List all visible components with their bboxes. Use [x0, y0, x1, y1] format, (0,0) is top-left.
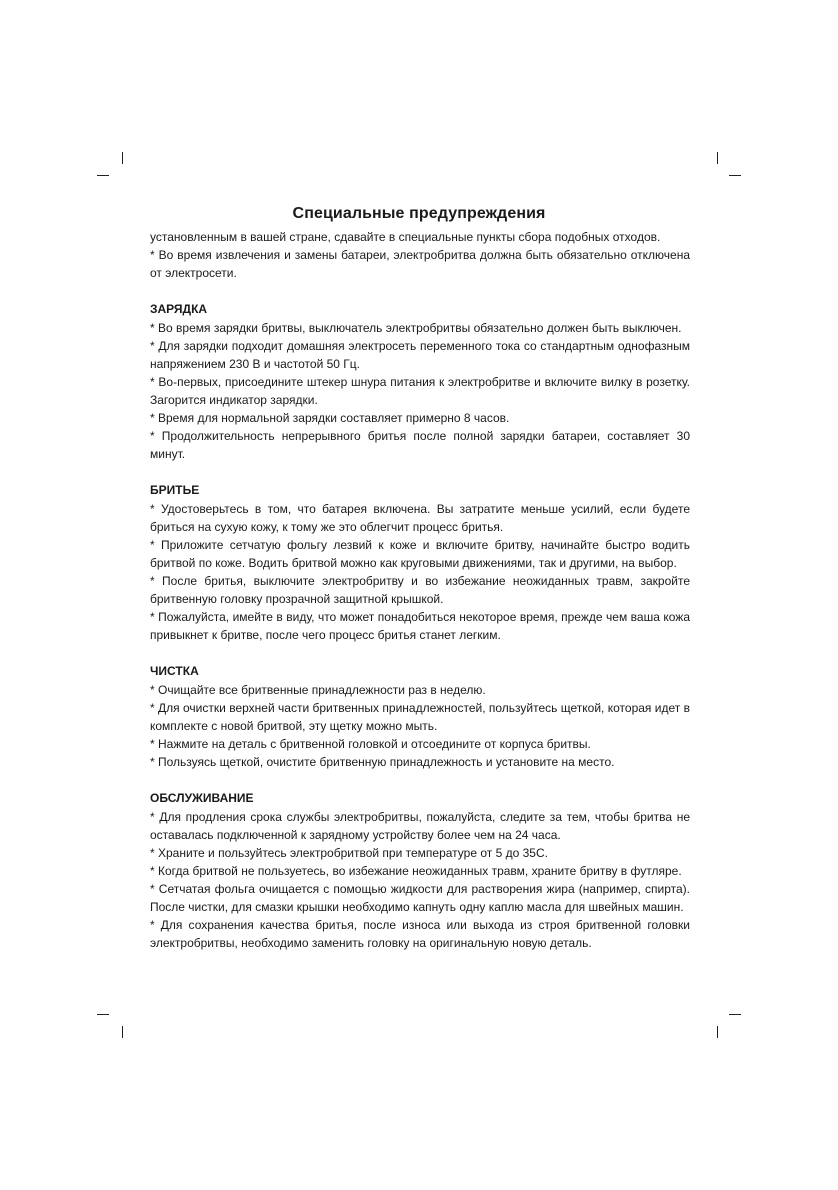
document-body — [150, 228, 690, 952]
section-line: * Очищайте все бритвенные принадлежности раз в неделю. — [150, 683, 486, 697]
section-line: * Для очистки верхней части бритвенных принадлежностей, пользуйтесь щеткой, которая идет в комплекте с новой бритвой, эту щетку можно мыть. — [150, 701, 690, 733]
crop-mark-top-left-horizontal — [97, 175, 109, 176]
section-line: * Пожалуйста, имейте в виду, что может понадобиться некоторое время, прежде чем ваша кожа привыкнет к бритве, после чего процесс бритья станет легким. — [150, 610, 690, 642]
crop-mark-bottom-left-horizontal — [97, 1014, 109, 1015]
section-line: * Удостоверьтесь в том, что батарея включена. Вы затратите меньше усилий, если будете бриться на сухую кожу, к тому же это облегчит процесс бритья. — [150, 502, 690, 534]
section-line: * Продолжительность непрерывного бритья после полной зарядки батареи, составляет 30 минут. — [150, 429, 690, 461]
section-line: * Храните и пользуйтесь электробритвой при температуре от 5 до 35С. — [150, 846, 548, 860]
crop-mark-bottom-left-vertical — [122, 1026, 123, 1038]
section-line: * Сетчатая фольга очищается с помощью жидкости для растворения жира (например, спирта). После чистки, для смазки крышки необходимо капнуть одну каплю масла для швейных машин. — [150, 882, 690, 914]
section-line: * Когда бритвой не пользуетесь, во избежание неожиданных травм, храните бритву в футляре. — [150, 864, 682, 878]
section-heading: БРИТЬЕ — [150, 483, 200, 497]
section-line: * Для зарядки подходит домашняя электросеть переменного тока со стандартным однофазным напряжением 230 В и частотой 50 Гц. — [150, 339, 690, 371]
section-cleaning — [150, 662, 690, 771]
section-shaving — [150, 481, 690, 644]
crop-mark-bottom-right-vertical — [717, 1026, 718, 1038]
section-line: * Для сохранения качества бритья, после износа или выхода из строя бритвенной головки электробритвы, необходимо заменить головку на оригинальную новую деталь. — [150, 918, 690, 950]
section-heading: ОБСЛУЖИВАНИЕ — [150, 791, 254, 805]
section-charging — [150, 300, 690, 463]
section-line: * Нажмите на деталь с бритвенной головкой и отсоедините от корпуса бритвы. — [150, 737, 591, 751]
section-heading: ЗАРЯДКА — [150, 302, 208, 316]
section-line: * Во-первых, присоедините штекер шнура питания к электробритве и включите вилку в розетку. Загорится индикатор зарядки. — [150, 375, 690, 407]
section-line: * Во время зарядки бритвы, выключатель электробритвы обязательно должен быть выключен. — [150, 321, 682, 335]
crop-mark-bottom-right-horizontal — [729, 1014, 741, 1015]
section-line: * Для продления срока службы электробритвы, пожалуйста, следите за тем, чтобы бритва не оставалась подключенной к зарядному устройству более чем на 24 часа. — [150, 810, 690, 842]
crop-mark-top-left-vertical — [122, 152, 123, 164]
section-line: * Приложите сетчатую фольгу лезвий к коже и включите бритву, начинайте быстро водить бритвой по коже. Водить бритвой можно как круговыми движениями, так и другими, на выбор. — [150, 538, 690, 570]
section-line: * Время для нормальной зарядки составляет примерно 8 часов. — [150, 411, 510, 425]
crop-mark-top-right-horizontal — [729, 175, 741, 176]
intro-line: * Во время извлечения и замены батареи, электробритва должна быть обязательно отключена от электросети. — [150, 248, 690, 280]
section-line: * После бритья, выключите электробритву и во избежание неожиданных травм, закройте бритвенную головку прозрачной защитной крышкой. — [150, 574, 690, 606]
page-title: Специальные предупреждения — [292, 205, 546, 222]
section-heading: ЧИСТКА — [150, 664, 199, 678]
section-maintenance — [150, 789, 690, 952]
crop-mark-top-right-vertical — [717, 152, 718, 164]
section-line: * Пользуясь щеткой, очистите бритвенную принадлежность и установите на место. — [150, 755, 615, 769]
intro-line: установленным в вашей стране, сдавайте в специальные пункты сбора подобных отходов. — [150, 230, 661, 244]
